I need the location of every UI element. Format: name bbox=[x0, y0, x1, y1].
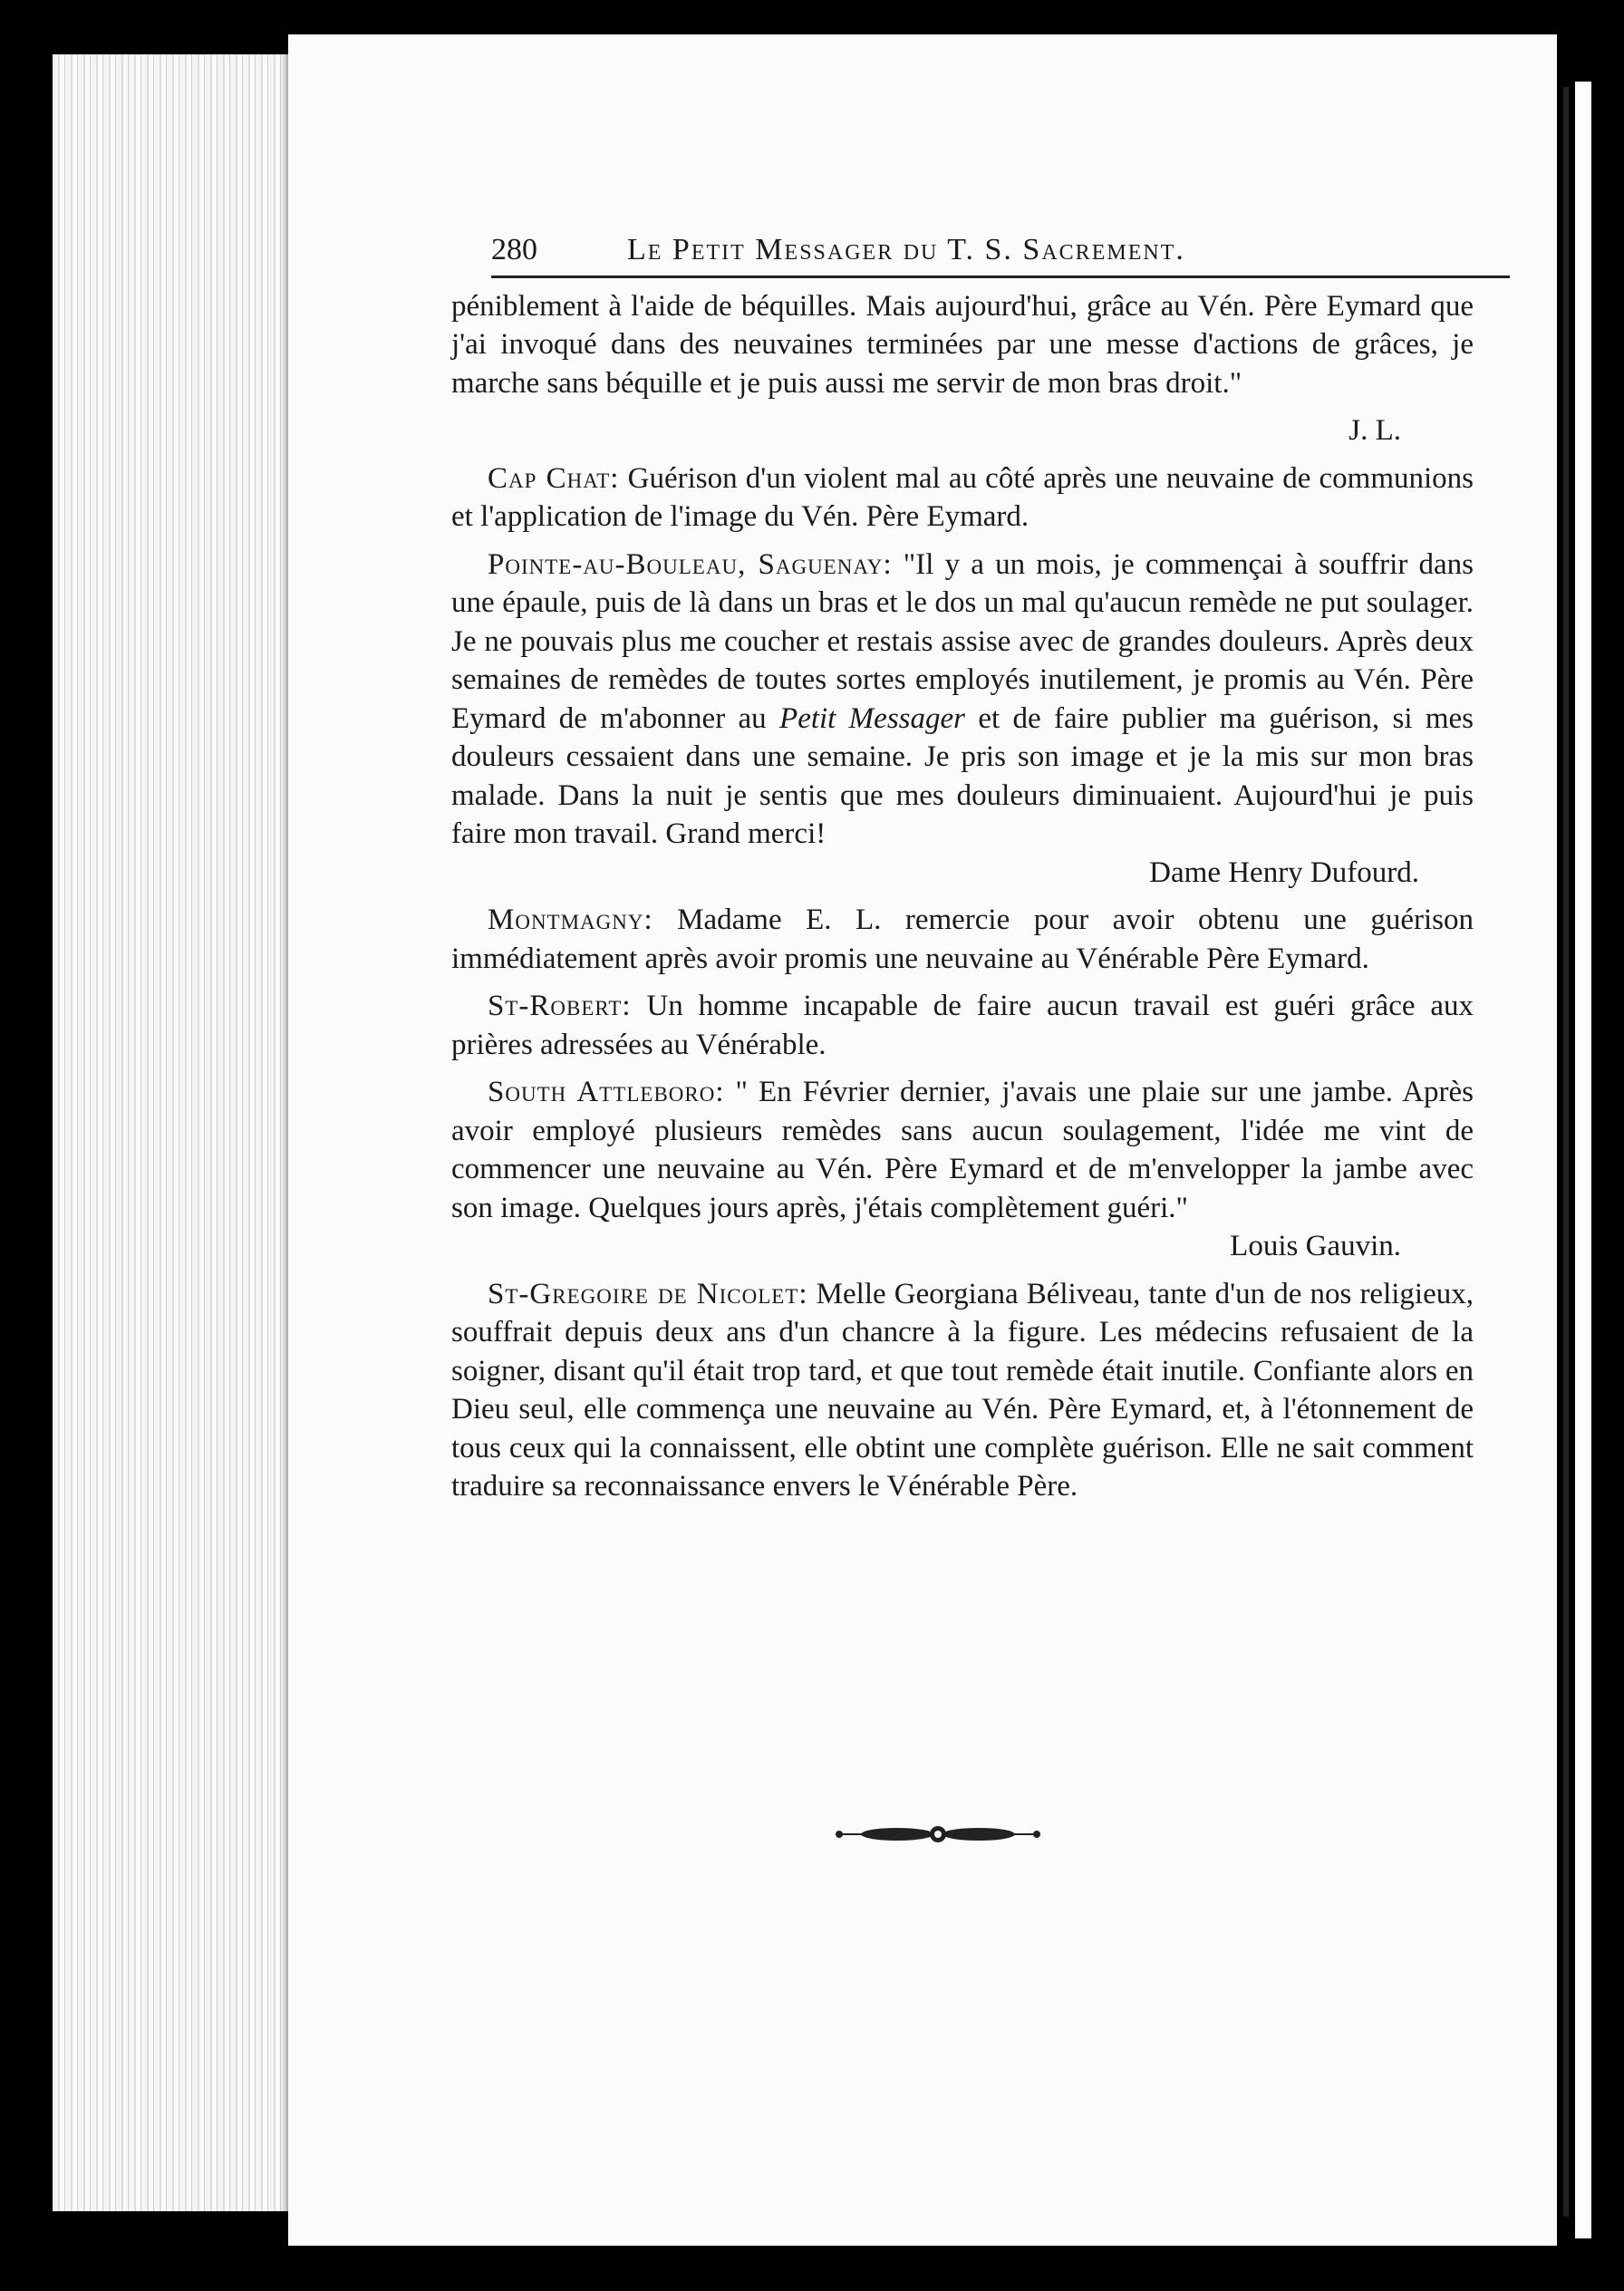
testimony-st-gregoire bbox=[451, 1275, 1474, 1506]
continuation-paragraph bbox=[451, 287, 1474, 403]
paragraph-text: Madame E. L. remercie pour avoir obtenu une guérison immédiatement après avoir promis une neuvaine au Vénérable Père Eymard. bbox=[451, 904, 1474, 975]
place-name: St-Gregoire de Nicolet: bbox=[488, 1277, 808, 1310]
signature: J. L. bbox=[1348, 414, 1401, 447]
page-edges bbox=[53, 54, 324, 2211]
testimony-montmagny bbox=[451, 901, 1474, 978]
ornament-divider-icon bbox=[834, 1822, 1042, 1847]
place-name: South Attleboro: bbox=[488, 1076, 725, 1108]
signature: Louis Gauvin. bbox=[1230, 1230, 1401, 1262]
place-name: Cap Chat: bbox=[488, 461, 620, 495]
paragraph-text-continued: et de faire publier ma guérison, si mes douleurs cessaient dans une semaine. Je pris son image et je la mis sur mon bras malade. Dans la nuit je sentis que mes douleurs diminuaient. Aujourd'hui je puis faire mon travail. Grand merci! bbox=[451, 701, 1474, 850]
testimony-st-robert bbox=[451, 987, 1474, 1064]
running-header bbox=[491, 231, 1510, 278]
place-name: St-Robert: bbox=[488, 990, 632, 1022]
paragraph-text: " En Février dernier, j'avais une plaie sur une jambe. Après avoir employé plusieurs remèdes sans aucun soulagement, l'idée me vint de commencer une neuvaine au Vén. Père Eymard et de m'envelopper la jambe avec son image. Quelques jours après, j'étais complètement guéri." bbox=[451, 1076, 1474, 1224]
paragraph-text: péniblement à l'aide de béquilles. Mais aujourd'hui, grâce au Vén. Père Eymard que j'ai invoqué dans des neuvaines terminées par une messe d'actions de grâces, je marche sans béquille et je puis aussi me servir de mon bras droit." bbox=[451, 289, 1474, 400]
page-number: 280 bbox=[491, 233, 537, 266]
paragraph-text: Melle Georgiana Béliveau, tante d'un de nos religieux, souffrait depuis deux ans d'un chancre à la figure. Les médecins refusaient de la soigner, disant qu'il était trop tard, et que tout remède était inutile. Confiante alors en Dieu seul, elle commença une neuvaine au Vén. Père Eymard, et, à l'étonnement de tous ceux qui la connaissent, elle obtint une complète guérison. Elle ne sait comment traduire sa reconnaissance envers le Vénérable Père. bbox=[451, 1277, 1474, 1503]
testimony-pointe-au-bouleau bbox=[451, 546, 1474, 854]
running-title: Le Petit Messager du T. S. Sacrement. bbox=[627, 233, 1185, 266]
place-name: Montmagny: bbox=[488, 904, 653, 936]
facing-page-edge bbox=[1575, 82, 1591, 2238]
paragraph-text: "Il y a un mois, je commençai à souffrir dans une épaule, puis de là dans un bras et le dos un mal qu'aucun remède ne put soulager. Je ne pouvais plus me coucher et restais assise avec de grandes douleurs. Après deux semaines de remèdes de toutes sortes employés inutilement, je promis au Vén. Père Eymard de m'abonner au bbox=[451, 547, 1474, 735]
gutter-shadow bbox=[1563, 87, 1569, 2217]
italic-title: Petit Messager bbox=[779, 701, 965, 735]
paragraph-text: Guérison d'un violent mal au côté après une neuvaine de communions et l'application de l'image du Vén. Père Eymard. bbox=[451, 461, 1474, 533]
testimony-cap-chat bbox=[451, 459, 1474, 536]
place-name: Pointe-au-Bouleau, Saguenay: bbox=[488, 547, 893, 581]
paragraph-text: Un homme incapable de faire aucun travail est guéri grâce aux prières adressées au Vénérable. bbox=[451, 990, 1474, 1061]
testimony-south-attleboro bbox=[451, 1073, 1474, 1227]
page-content bbox=[451, 231, 1474, 1515]
signature: Dame Henry Dufourd. bbox=[1149, 856, 1419, 889]
